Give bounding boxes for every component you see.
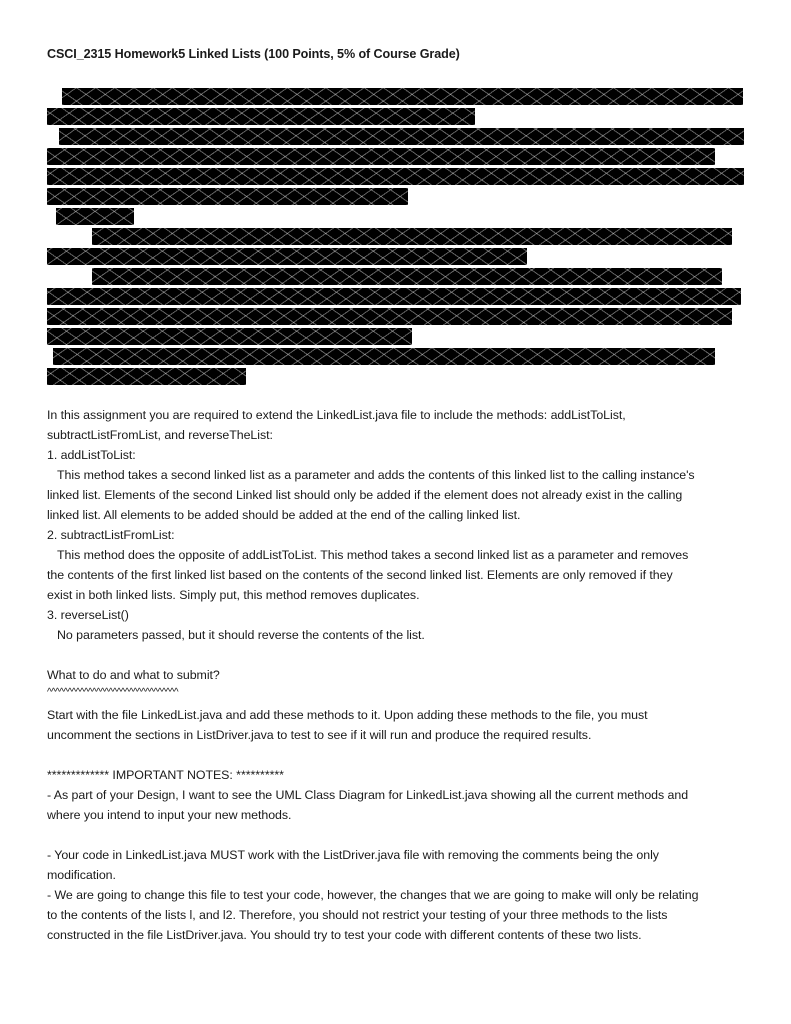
text-line: In this assignment you are required to extend the LinkedList.java file to include the methods: addListToList, [47,408,626,422]
text-line: modification. [47,868,116,882]
document-title: CSCI_2315 Homework5 Linked Lists (100 Points, 5% of Course Grade) [47,47,460,61]
text-line: where you intend to input your new methods. [47,808,292,822]
text-line: constructed in the file ListDriver.java. You should try to test your code with different contents of these two lists. [47,928,642,942]
text-line: linked list. All elements to be added should be added at the end of the calling linked list. [47,508,521,522]
redaction-bar [59,128,744,145]
redaction-bar [47,188,408,205]
redaction-bar [92,268,722,285]
redaction-bar [47,148,715,165]
text-line: to the contents of the lists l, and l2. Therefore, you should not restrict your testing of your three methods to the lists [47,908,668,922]
list-heading: 3. reverseList() [47,608,129,622]
list-heading: 1. addListToList: [47,448,136,462]
text-line: No parameters passed, but it should reverse the contents of the list. [57,628,425,642]
text-line: This method does the opposite of addListToList. This method takes a second linked list as a parameter and removes [57,548,689,562]
text-line: - As part of your Design, I want to see the UML Class Diagram for LinkedList.java showing all the current methods and [47,788,689,802]
redaction-bar [56,208,134,225]
notes-heading: ************* IMPORTANT NOTES: ********** [47,768,284,782]
redaction-bar [92,228,732,245]
text-line: - Your code in LinkedList.java MUST work with the ListDriver.java file with removing the comments being the only [47,848,659,862]
redaction-bar [47,328,412,345]
text-line: Start with the file LinkedList.java and add these methods to it. Upon adding these methods to the file, you must [47,708,648,722]
section-heading: What to do and what to submit? [47,668,220,682]
redaction-bar [47,168,744,185]
redaction-bar [62,88,743,105]
text-line: the contents of the first linked list based on the contents of the second linked list. Elements are only removed if they [47,568,673,582]
redaction-bar [47,288,741,305]
redaction-bar [53,348,715,365]
text-line: This method takes a second linked list as a parameter and adds the contents of this linked list to the calling instance's [57,468,695,482]
redaction-bar [47,308,732,325]
redaction-bar [47,108,475,125]
heading-underline: ^^^^^^^^^^^^^^^^^^^^^^^^^^^^^^^^ [47,687,178,698]
text-line: - We are going to change this file to test your code, however, the changes that we are going to make will only be relating [47,888,699,902]
text-line: uncomment the sections in ListDriver.java to test to see if it will run and produce the required results. [47,728,592,742]
text-line: exist in both linked lists. Simply put, this method removes duplicates. [47,588,420,602]
list-heading: 2. subtractListFromList: [47,528,175,542]
redaction-bar [47,368,246,385]
text-line: subtractListFromList, and reverseTheList: [47,428,273,442]
redaction-bar [47,248,527,265]
text-line: linked list. Elements of the second Linked list should only be added if the element does not already exist in the calling [47,488,683,502]
